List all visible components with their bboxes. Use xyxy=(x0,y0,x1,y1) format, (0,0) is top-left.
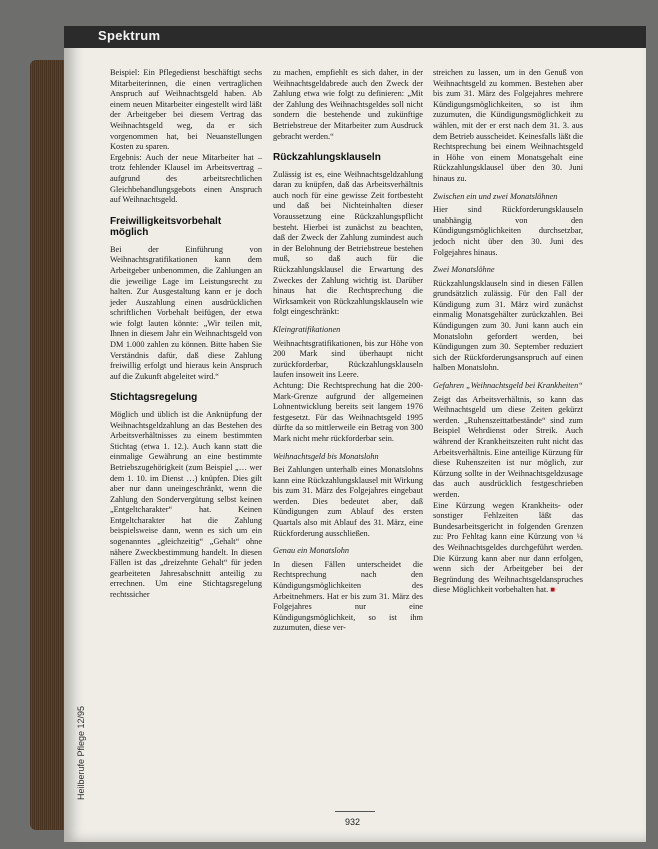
paragraph: Hier sind Rückforderungsklauseln unabhängig von den Kündigungsmöglichkeiten durchsetzbar, jedoch nicht über den 30. Juni des Folgejahres hinaus. xyxy=(433,205,583,257)
paragraph: Bei Zahlungen unterhalb eines Monatslohns kann eine Rückzahlungsklausel mit Wirkung bis zum 31. März des Folgejahres eingebaut werden. Dies bedeutet aber, daß Kündigungen zum Ablauf des ersten Quartals also mit Ablauf des 31. März, eine Rückforderung ausschließen. xyxy=(273,465,423,538)
subheading: Zwei Monatslöhne xyxy=(433,265,495,275)
subheading: Gefahren „Weihnachtsgeld bei Krankheiten“ xyxy=(433,381,583,391)
section-heading: Freiwilligkeitsvorbehalt möglich xyxy=(110,215,222,239)
paragraph: Bei der Einführung von Weihnachtsgratifikationen kann dem Arbeitgeber unbenommen, die Zahlungen an die jeweilige Lage im Leistungsrecht zu halten. Zur Ausgestaltung kann er je doch jeder Auszahlung einen ausdrücklichen schriftlichen Vorbehalt beifügen, der etwa wie folgt lauten könnte: „Wir teilen mit, Ihnen in diesem Jahr ein Weihnachtsgeld von DM 1.000 zahlen zu können. Bitte haben Sie Verständnis dafür, daß diese Zahlung freiwillig erfolgt und hieraus kein Anspruch auf die Zukunft abgeleitet wird.“ xyxy=(110,244,262,381)
paragraph: Ergebnis: Auch der neue Mitarbeiter hat – trotz fehlender Klausel im Arbeitsvertrag – aufgrund des arbeitsrechtlichen Gleichbehandlungsgebots einen Anspruch auf Weihnachtsgeld. xyxy=(110,152,262,205)
text-column-2 xyxy=(273,68,423,634)
section-heading: Stichtagsregelung xyxy=(110,392,198,404)
journal-side-label: Heilberufe Pflege 12/95 xyxy=(76,705,86,800)
subheading: Genau ein Monatslohn xyxy=(273,546,350,556)
text-column-3 xyxy=(433,68,583,596)
footer-rule xyxy=(335,811,375,812)
paragraph: streichen zu lassen, um in den Genuß von Weihnachtsgeld zu kommen. Bestehen aber bis zum 31. März des Folgejahres mehrere Kündigungsmöglichkeiten, so ist ihm zuzumuten, die Kündigungsmöglichkeit zu wählen, mit der er erst nach dem 31. 3. aus dem Betrieb ausscheidet. Keinesfalls läßt die Rechtsprechung bei einem Weihnachtsgeld in Höhe von einem Monatsgehalt eine Rückzahlungsklausel über den 30. Juni hinaus zu. xyxy=(433,68,583,183)
paragraph: Weihnachtsgratifikationen, bis zur Höhe von 200 Mark sind überhaupt nicht zurückforderbar, Rückzahlungsklauseln laufen insoweit ins Leere. xyxy=(273,338,423,380)
subheading: Weihnachtsgeld bis Monatslohn xyxy=(273,451,379,461)
paragraph: Rückzahlungsklauseln sind in diesen Fällen grundsätzlich zulässig. Für den Fall der Kündigung zum 31. März wird zunächst einmalig Monatsgehälter zurückzahlen. Bei Kündigungen zum 30. Juni kann auch ein Monatslohn gefordert werden, bei Kündigungen zum 30. September reduziert sich der Rückforderungsanspruch auf einen halben Monatslohn. xyxy=(433,278,583,373)
paragraph: Achtung: Die Rechtsprechung hat die 200-Mark-Grenze aufgrund der allgemeinen Lohnentwicklung bereits seit langem 1976 festgesetzt. Für das Weihnachtsgeld 1995 dürfte da so mittlerweile ein Betrag von 300 Mark nicht mehr rückforderbar sein. xyxy=(273,380,423,443)
paragraph: zu machen, empfiehlt es sich daher, in der Weihnachtsgeldabrede auch den Zweck der Zahlung etwa wie folgt zu definieren: „Mit der Zahlung des Weihnachtsgeldes soll nicht sondern die bestehende und zukünftige Betriebstreue der Mitarbeiter zum Ausdruck gebracht werden.“ xyxy=(273,68,423,141)
paragraph xyxy=(433,501,583,596)
subheading: Kleingratifikationen xyxy=(273,324,341,334)
paragraph: Zulässig ist es, eine Weihnachtsgeldzahlung daran zu knüpfen, daß das Arbeitsverhältnis auch noch für eine gewisse Zeit fortbesteht und daß bei Nichteinhalten dieser Voraussetzung eine Rückzahlungspflicht besteht. Hierbei ist zunächst zu beachten, daß der Zweck der Zahlung zumindest auch in der Belohnung der Betriebstreue bestehen muß, so daß auch für die Rückzahlungsklausel die Erwartung des Zweckes der Zahlung wichtig ist. Darüber hinaus hat die Rechtsprechung die Wirksamkeit von Rückzahlungsklauseln wie folgt eingeschränkt: xyxy=(273,169,423,317)
paragraph: Beispiel: Ein Pflegedienst beschäftigt sechs Mitarbeiterinnen, die einen vertraglichen Anspruch auf Weihnachtsgeld haben. Ab einem neuen Mitarbeiter eingestellt wird läßt der Arbeitgeber bei diesem Vertrag das Weihnachtsgeld weg, da er sich vorgenommen hat, bei Neuanstellungen Kosten zu sparen. xyxy=(110,68,262,152)
subheading: Zwischen ein und zwei Monatslöhnen xyxy=(433,191,558,201)
paragraph: In diesen Fällen unterscheidet die Rechtsprechung nach den Kündigungsmöglichkeiten des Arbeitnehmers. Hat er bis zum 31. März des Folgejahres nur eine Kündigungsmöglichkeit, so ist ihm zuzumuten, diese ver- xyxy=(273,559,423,633)
text-column-1 xyxy=(110,68,262,601)
section-title: Spektrum xyxy=(98,28,161,43)
paragraph: Zeigt das Arbeitsverhältnis, so kann das Weihnachtsgeld um diese Zeiten gekürzt werden. „Ruhenszeittatbestände“ sind zum Beispiel Wehrdienst oder Streik. Auch während der Krankheitszeiten ruht nicht das Arbeitsverhältnis. Eine anteilige Kürzung für diese Ruhenszeiten ist nur möglich, zur Kürzung sollte in der Weihnachtsgeldzusage das auch ausdrücklich festgeschrieben werden. xyxy=(433,394,583,499)
section-heading: Rückzahlungsklauseln xyxy=(273,152,381,164)
paragraph: Möglich und üblich ist die Anknüpfung der Weihnachtsgeldzahlung an das Bestehen des Arbeitsverhältnisses zu einem bestimmten Stichtag (etwa 1. 12.). Auch kann statt die einmalige Gewährung an eine bestimmte Betriebszugehörigkeit (zum Beispiel „… wer dem 1. 10. im Dienst …) knüpfen. Dies gilt aber nur dann uneingeschränkt, wenn die Zahlung den Sondervergütung selbst keinen „Entgeltcharakter“ hat. Keinen Entgeltcharakter hat die Zahlung beispielsweise dann, wenn es sich um ein sogenanntes „gleichzeitig“ „Gehalt“ ohne nähere Zweckbestimmung handelt. In diesen Fällen ist das „dreizehnte Gehalt“ für jeden gearbeiteten Jahresabschnitt anteilig zu errechnen. Um eine Stichtagsregelung rechtssicher xyxy=(110,409,262,600)
paragraph-text: Eine Kürzung wegen Krankheits- oder sonstiger Fehlzeiten läßt das Bundesarbeitsgericht in folgenden Grenzen zu: Pro Fehltag kann eine Kürzung von ¼ des Weihnachtsgeldes durchgeführt werden. Die Kürzung kann aber nur dann erfolgen, wenn sich der Arbeitgeber bei der Begründung des Weihnachtsgeldanspruches diese Möglichkeit vorbehalten hat. xyxy=(433,500,583,595)
page-number: 932 xyxy=(345,817,361,827)
article-end-marker: ■ xyxy=(550,585,556,595)
